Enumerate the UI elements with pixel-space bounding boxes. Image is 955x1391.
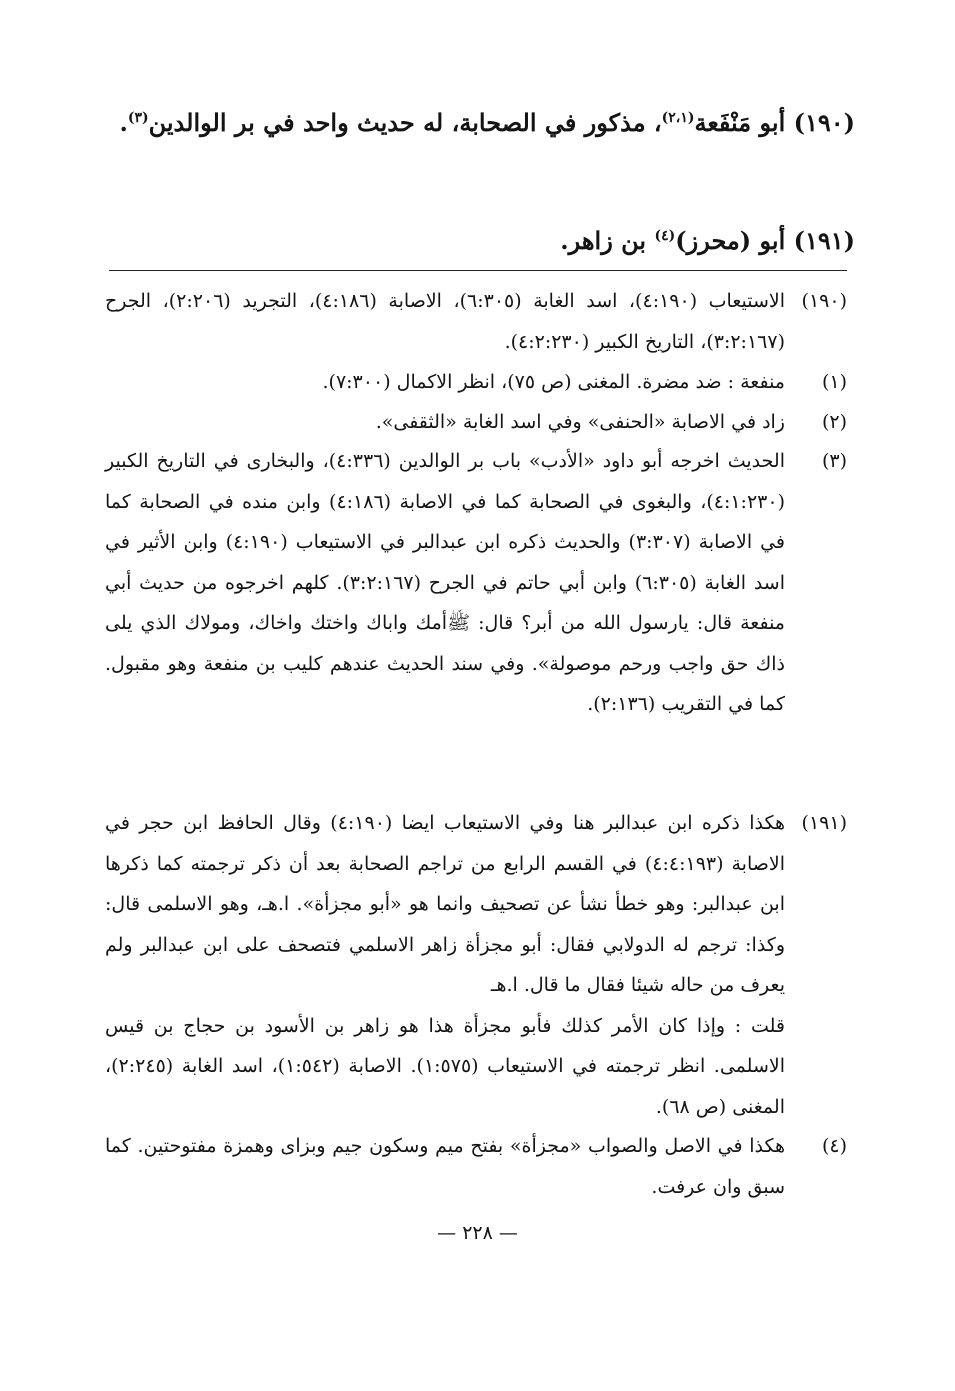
biography-entry-191 bbox=[103, 218, 855, 264]
footnote-190 bbox=[105, 281, 847, 362]
footnote-marker: (٣) bbox=[821, 450, 847, 472]
biography-entry-190 bbox=[103, 100, 855, 146]
footnote-marker: (٤) bbox=[821, 1135, 847, 1157]
entry-name: أبو مَنْفَعة bbox=[694, 108, 794, 137]
footnote-paragraph: هكذا ذكره ابن عبدالبر هنا وفي الاستيعاب ايضا (٤:١٩٠) وقال الحافظ ابن حجر في الاصابة (٤:٤:١٩٣) في القسم الرابع من تراجم الصحابة بعد أن ذكر ترجمته كما ذكرها ابن عبدالبر: وهو خطأ نشأ عن تصحيف وانما هو «أبو مجزأة». ا.هـ، وهو الاسلمى قال: وكذا: ترجم له الدولابي فقال: أبو مجزأة زاهر الاسلمي فتصحف على ابن عبدالبر ولم يعرف من حاله شيئا فقال ما قال. ا.هـ bbox=[105, 812, 785, 996]
footnote-marker: (١٩٠) bbox=[801, 290, 847, 312]
footnote-ref: (٣) bbox=[127, 110, 149, 126]
footnote-3 bbox=[105, 441, 847, 725]
entry-description: بن زاهر. bbox=[560, 226, 655, 255]
entry-number: (١٩١) bbox=[793, 226, 855, 255]
footnote-paragraph: قلت : وإذا كان الأمر كذلك فأبو مجزأة هذا هو زاهر بن الأسود بن حجاج بن قيس الاسلمى. انظر ترجمته في الاستيعاب (١:٥٧٥). الاصابة (١:٥٤٢)، اسد الغابة (٢:٢٤٥)، المغنى (ص ٦٨). bbox=[105, 1014, 785, 1118]
footnote-text-block bbox=[105, 803, 785, 1127]
footnote-4 bbox=[105, 1126, 847, 1207]
footnote-text: منفعة : ضد مضرة. المغنى (ص ٧٥)، انظر الاكمال (٧:٣٠٠). bbox=[322, 371, 785, 393]
page-number: — ٢٢٨ — bbox=[437, 1222, 518, 1244]
footnote-text: هكذا في الاصل والصواب «مجزأة» بفتح ميم وسكون جيم وبزاى وهمزة مفتوحتين. كما سبق وان عرفت. bbox=[105, 1135, 785, 1198]
footnote-ref: (٢،١) bbox=[661, 110, 695, 126]
entry-number: (١٩٠) bbox=[793, 108, 855, 137]
footnote-text: زاد في الاصابة «الحنفى» وفي اسد الغابة «الثقفى». bbox=[375, 411, 785, 433]
footnote-1 bbox=[105, 362, 847, 403]
entry-description: ، مذكور في الصحابة، له حديث واحد في بر الوالدين bbox=[148, 108, 662, 137]
footnote-marker: (١) bbox=[821, 371, 847, 393]
footnote-text: الاستيعاب (٤:١٩٠)، اسد الغابة (٦:٣٠٥)، الاصابة (٤:١٨٦)، التجريد (٢:٢٠٦)، الجرح (٣:٢:١٦٧)، التاريخ الكبير (٤:٢:٢٣٠). bbox=[105, 290, 786, 353]
entry-name: أبو (محرز) bbox=[675, 226, 794, 255]
footnote-ref: (٤) bbox=[654, 228, 676, 244]
footnote-191 bbox=[105, 803, 847, 1127]
entry-end: . bbox=[119, 108, 128, 137]
footnote-marker: (٢) bbox=[821, 411, 847, 433]
footnote-2 bbox=[105, 402, 847, 443]
footnote-text: الحديث اخرجه أبو داود «الأدب» باب بر الوالدين (٤:٣٣٦)، والبخارى في التاريخ الكبير (٤:١:٢٣٠)، والبغوى في الصحابة كما في الاصابة (٤:١٨٦) وابن منده في الصحابة كما في الاصابة (٣:٣٠٧) والحديث ذكره ابن عبدالبر في الاستيعاب (٤:١٩٠) وابن الأثير في اسد الغابة (٦:٣٠٥) وابن أبي حاتم في الجرح (٣:٢:١٦٧). كلهم اخرجوه من حديث أبي منفعة قال: يارسول الله من أبر؟ قال: ﷺأمك واباك واختك واخاك، ومولاك الذي يلى ذاك حق واجب ورحم موصولة». وفي سند الحديث عندهم كليب بن منفعة وهو مقبول. كما في التقريب (٢:١٣٦). bbox=[105, 450, 785, 715]
footnote-separator bbox=[109, 270, 847, 271]
footnote-marker: (١٩١) bbox=[801, 812, 847, 834]
